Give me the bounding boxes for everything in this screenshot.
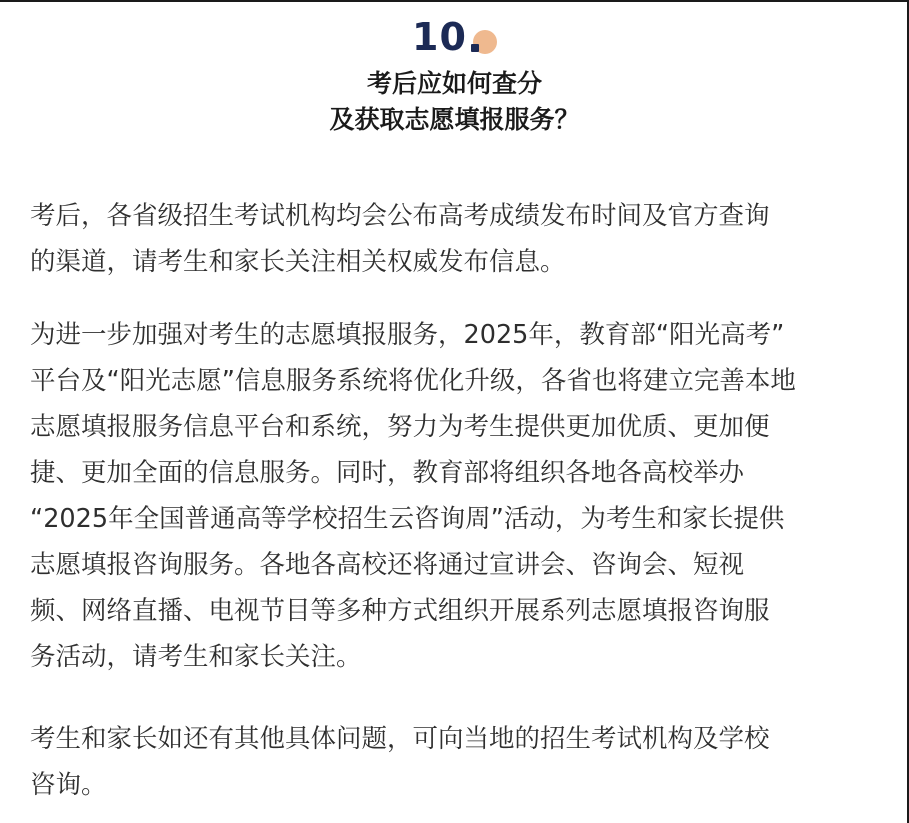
- paragraph-line: 的渠道，请考生和家长关注相关权威发布信息。: [30, 247, 566, 277]
- paragraph-line: 为进一步加强对考生的志愿填报服务，2025年，教育部“阳光高考”: [30, 320, 785, 350]
- top-border: [0, 0, 909, 2]
- title-line-1: 考后应如何查分: [366, 69, 542, 98]
- paragraph-2: [30, 312, 880, 680]
- section-number-wrap: [412, 14, 497, 60]
- decorative-dot-icon: [471, 44, 479, 52]
- paragraph-line: 志愿填报咨询服务。各地各高校还将通过宣讲会、咨询会、短视: [30, 550, 745, 580]
- paragraph-line: 考后，各省级招生考试机构均会公布高考成绩发布时间及官方查询: [30, 201, 770, 231]
- paragraph-line: 志愿填报服务信息平台和系统，努力为考生提供更加优质、更加便: [30, 412, 770, 442]
- page-title: [0, 66, 909, 138]
- paragraph-line: 平台及“阳光志愿”信息服务系统将优化升级，各省也将建立完善本地: [30, 366, 796, 396]
- paragraph-3: [30, 716, 880, 808]
- paragraph-line: 务活动，请考生和家长关注。: [30, 642, 362, 672]
- paragraph-line: 捷、更加全面的信息服务。同时，教育部将组织各地各高校举办: [30, 458, 745, 488]
- paragraph-1: [30, 193, 880, 285]
- section-number-block: [0, 14, 909, 60]
- paragraph-line: 咨询。: [30, 770, 107, 800]
- paragraph-line: 考生和家长如还有其他具体问题，可向当地的招生考试机构及学校: [30, 724, 770, 754]
- paragraph-line: “2025年全国普通高等学校招生云咨询周”活动，为考生和家长提供: [30, 504, 785, 534]
- paragraph-line: 频、网络直播、电视节目等多种方式组织开展系列志愿填报咨询服: [30, 596, 770, 626]
- section-number: 10: [412, 15, 467, 59]
- title-line-2: 及获取志愿填报服务？: [329, 105, 580, 134]
